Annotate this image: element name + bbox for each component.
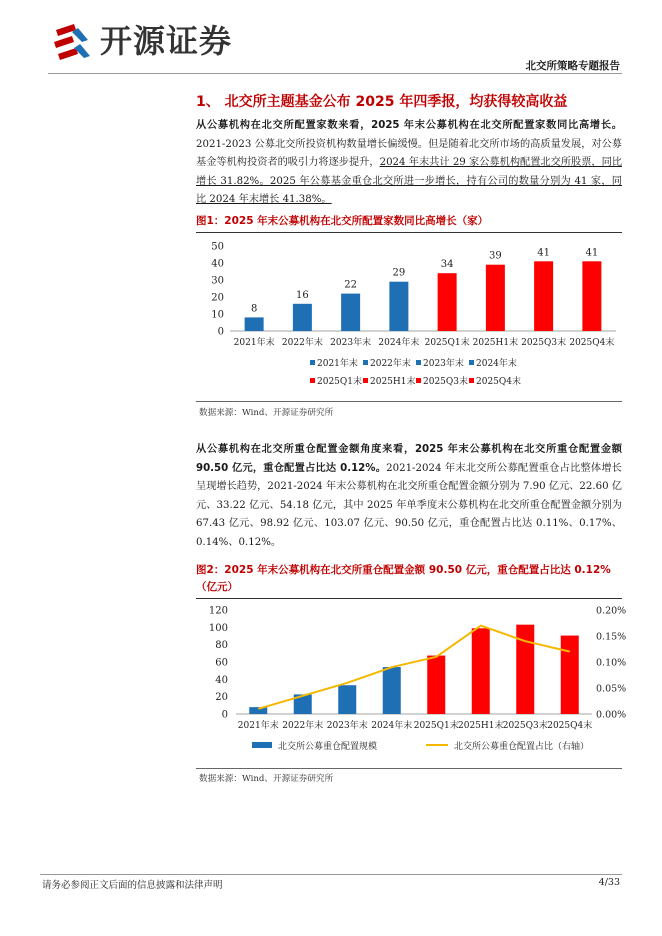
section-title: 1、 北交所主题基金公布 2025 年四季报，均获得较高收益	[196, 94, 568, 110]
bar-7	[561, 636, 579, 714]
legend-swatch-7	[469, 378, 474, 383]
y2-tick-label-3: 0.15%	[596, 631, 626, 643]
x-tick-label-5: 2025H1末	[472, 338, 519, 348]
y-tick-label-2: 40	[215, 674, 228, 686]
bar-2	[338, 685, 356, 714]
bar-value-label-1: 16	[296, 289, 309, 301]
x-tick-label-6: 2025Q3末	[502, 721, 548, 731]
y-tick-label-4: 80	[215, 640, 228, 652]
figure-1-top-rule	[196, 232, 622, 233]
footer-disclaimer: 请务必参阅正文后面的信息披露和法律声明	[42, 880, 223, 891]
page-number: 4/33	[598, 877, 620, 888]
x-tick-label-0: 2021年末	[233, 338, 275, 348]
y-tick-label-2: 20	[211, 292, 224, 304]
legend-label-6: 2025Q3末	[423, 377, 469, 387]
figure-2-source: 数据来源：Wind、开源证券研究所	[199, 774, 334, 784]
paragraph-1-lead: 从公募机构在北交所配置家数来看，2025 年末公募机构在北交所配置家数同比高增长。	[196, 120, 622, 131]
figure-1-chart	[196, 236, 626, 398]
paragraph-1-text: 2021-2023 公募北交所投资机构数量增长偏缓慢。但是随着北交所市场的高质量发展，对公募基金等机构投资者的吸引力将逐步提升，	[196, 138, 622, 169]
bar-2	[341, 294, 360, 331]
bar-value-label-4: 34	[440, 259, 454, 271]
legend-label-4: 2025Q1末	[317, 377, 363, 387]
bar-4	[438, 273, 457, 331]
bar-6	[534, 261, 553, 331]
legend-label-2: 2023年末	[423, 359, 464, 369]
y2-tick-label-1: 0.05%	[596, 683, 626, 695]
y-tick-label-3: 30	[211, 275, 224, 287]
figure-1-source: 数据来源：Wind、开源证券研究所	[199, 408, 334, 418]
paragraph-2-lead: 从公募机构在北交所重仓配置金额角度来看，2025 年末公募机构在北交所重仓配置金额 90.50 亿元，重仓配置占比达 0.12%。	[196, 444, 622, 474]
bar-4	[427, 656, 445, 714]
legend-label-7: 2025Q4末	[476, 377, 522, 387]
x-tick-label-2: 2023年末	[330, 338, 372, 348]
bar-value-label-0: 8	[250, 303, 258, 315]
y-tick-label-0: 0	[217, 326, 224, 338]
figure-2-title: 图2：2025 年末公募机构在北交所重仓配置金额 90.50 亿元，重仓配置占比达 0.12%（亿元）	[196, 564, 611, 593]
x-tick-label-2: 2023年末	[326, 721, 368, 731]
footer-divider	[40, 874, 622, 875]
x-tick-label-7: 2025Q4末	[569, 338, 615, 348]
figure-2-bottom-rule	[196, 768, 622, 769]
bar-5	[472, 628, 490, 714]
paragraph-1	[196, 117, 622, 210]
bar-5	[486, 265, 505, 331]
x-tick-label-7: 2025Q4末	[547, 721, 593, 731]
y-tick-label-1: 10	[211, 309, 224, 321]
legend-swatch-6	[416, 378, 421, 383]
x-tick-label-4: 2025Q1末	[413, 721, 459, 731]
bar-value-label-3: 29	[392, 267, 406, 279]
legend-swatch-2	[416, 360, 421, 365]
x-tick-label-5: 2025H1末	[458, 721, 504, 731]
bar-3	[383, 667, 401, 714]
legend-swatch-bar	[252, 742, 272, 748]
legend-swatch-0	[310, 360, 315, 365]
y-tick-label-5: 50	[211, 241, 224, 253]
bar-value-label-7: 41	[585, 247, 599, 259]
x-tick-label-6: 2025Q3末	[521, 338, 567, 348]
bar-1	[293, 304, 312, 331]
y-tick-label-0: 0	[221, 709, 228, 721]
x-tick-label-1: 2022年末	[282, 721, 324, 731]
brand-logo	[52, 20, 252, 64]
legend-label-bar: 北交所公募重仓配置规模	[278, 742, 378, 752]
x-tick-label-3: 2024年末	[371, 721, 413, 731]
x-tick-label-1: 2022年末	[281, 338, 323, 348]
paragraph-2	[196, 441, 622, 553]
y-tick-label-5: 100	[208, 622, 228, 634]
x-tick-label-0: 2021年末	[237, 721, 279, 731]
brand-logo-icon	[52, 22, 92, 62]
paragraph-2-text: 2021-2024 年末北交所公募配置重仓占比整体增长呈现增长趋势，2021-2024 年末公募机构在北交所重仓配置金额分别为 7.90 亿元、22.60 亿元、33.22 亿元、54.18 亿元，其中 2025 年单季度末公募机构在北交所重仓配置金额分别为 67.43 亿元、98.92 亿元、103.07 亿元、90.50 亿元，重仓配置占比达 0.11%、0.17%、0.14%、0.12%。	[196, 462, 622, 548]
legend-label-line: 北交所公募重仓配置占比（右轴）	[454, 742, 590, 752]
bar-value-label-5: 39	[489, 250, 502, 262]
legend-label-0: 2021年末	[317, 359, 358, 369]
y2-tick-label-2: 0.10%	[596, 657, 626, 669]
bar-3	[389, 282, 408, 331]
legend-swatch-4	[310, 378, 315, 383]
x-tick-label-4: 2025Q1末	[424, 338, 470, 348]
y-tick-label-6: 120	[208, 605, 228, 617]
paragraph-1-text-2: 持有公司的数量分别为 41 家，同比 2024 年末增长 41.38%。	[196, 175, 622, 206]
figure-2-top-rule	[196, 598, 622, 599]
legend-label-3: 2024年末	[476, 359, 517, 369]
x-tick-label-3: 2024年末	[378, 338, 420, 348]
figure-1-title: 图1：2025 年末公募机构在北交所配置家数同比高增长（家）	[196, 215, 489, 227]
legend-swatch-1	[363, 360, 368, 365]
paragraph-1-underlined: 2024 年末共计 29 家公募机构配置北交所股票，同比增长 31.82%。2025 年公募基金重仓北交所进一步增长，	[196, 157, 623, 187]
y2-tick-label-4: 0.20%	[596, 605, 626, 617]
figure-2-chart	[196, 600, 626, 766]
header-divider	[48, 73, 622, 74]
y-tick-label-1: 20	[215, 692, 228, 704]
bar-value-label-6: 41	[537, 247, 550, 259]
legend-swatch-5	[363, 378, 368, 383]
report-type: 北交所策略专题报告	[525, 60, 620, 72]
figure-1-bottom-rule	[196, 401, 622, 402]
bar-7	[582, 261, 601, 331]
legend-label-1: 2022年末	[370, 359, 411, 369]
y2-tick-label-0: 0.00%	[596, 709, 626, 721]
legend-swatch-3	[469, 360, 474, 365]
brand-name: 开源证券	[100, 22, 233, 60]
bar-value-label-2: 22	[344, 279, 357, 291]
y-tick-label-3: 60	[215, 657, 228, 669]
y-tick-label-4: 40	[211, 258, 224, 270]
legend-label-5: 2025H1末	[370, 377, 416, 387]
bar-0	[245, 317, 264, 331]
